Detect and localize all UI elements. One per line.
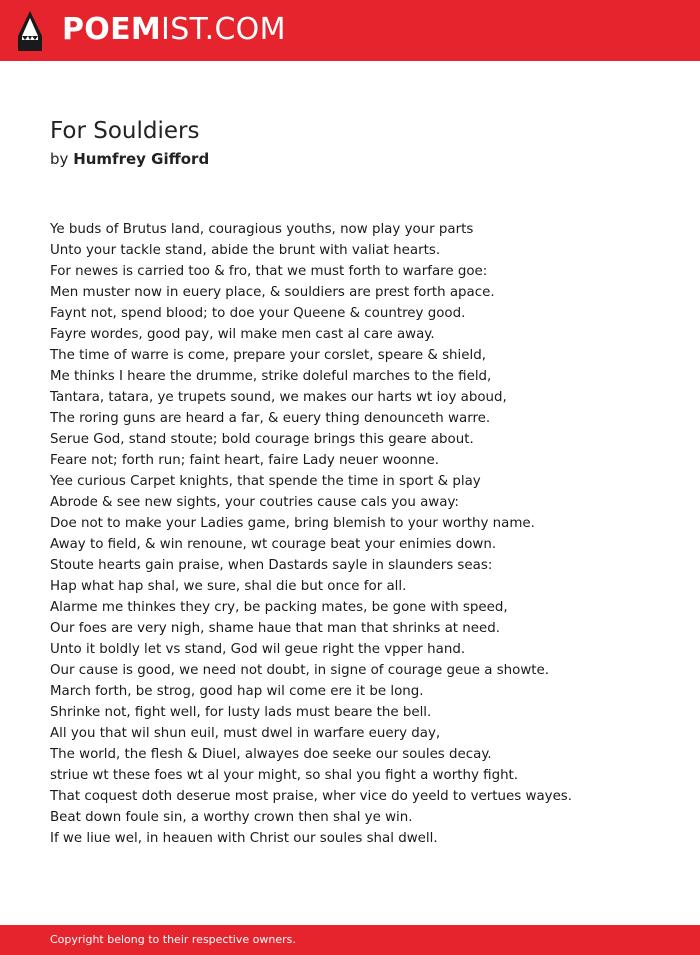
poem-line: striue wt these foes wt al your might, so shal you fight a worthy fight. xyxy=(50,768,519,783)
copyright-notice: Copyright belong to their respective owners. xyxy=(50,933,296,946)
poem-line: Stoute hearts gain praise, when Dastards sayle in slaunders seas: xyxy=(50,558,493,573)
poem-line: Hap what hap shal, we sure, shal die but once for all. xyxy=(50,579,407,594)
poem-line: For newes is carried too & fro, that we must forth to warfare goe: xyxy=(50,264,488,279)
brand-light: IST.COM xyxy=(161,12,286,47)
by-label: by xyxy=(50,150,69,168)
poem-line: Our cause is good, we need not doubt, in signe of courage geue a showte. xyxy=(50,663,550,678)
poem-line: Our foes are very nigh, shame haue that man that shrinks at need. xyxy=(50,621,501,636)
site-header xyxy=(0,0,700,61)
poem-author: Humfrey Gifford xyxy=(73,150,210,168)
poem-line: Men muster now in euery place, & souldiers are prest forth apace. xyxy=(50,285,495,300)
poem-line: Fayre wordes, good pay, wil make men cast al care away. xyxy=(50,327,435,342)
poem-line: Away to field, & win renoune, wt courage beat your enimies down. xyxy=(50,537,497,552)
poem-line: All you that wil shun euil, must dwel in warfare euery day, xyxy=(50,726,441,741)
brand-strong: POEM xyxy=(62,12,162,47)
poem-line: If we liue wel, in heauen with Christ our soules shal dwell. xyxy=(50,831,438,846)
poem-line: Shrinke not, fight well, for lusty lads must beare the bell. xyxy=(50,705,432,720)
poem-line: Doe not to make your Ladies game, bring blemish to your worthy name. xyxy=(50,516,535,531)
poem-line: Me thinks I heare the drumme, strike doleful marches to the field, xyxy=(50,369,492,384)
poem-line: March forth, be strog, good hap wil come ere it be long. xyxy=(50,684,424,699)
poem-line: Abrode & see new sights, your coutries cause cals you away: xyxy=(50,495,459,510)
poem-line: Feare not; forth run; faint heart, faire Lady neuer woonne. xyxy=(50,453,440,468)
poem-line: Alarme me thinkes they cry, be packing mates, be gone with speed, xyxy=(50,600,508,615)
pencil-tip-icon[interactable] xyxy=(17,10,43,52)
poem-line: The world, the flesh & Diuel, alwayes doe seeke our soules decay. xyxy=(50,747,492,762)
poem-line: Ye buds of Brutus land, couragious youths, now play your parts xyxy=(50,222,474,237)
poem-line: Unto it boldly let vs stand, God wil geue right the vpper hand. xyxy=(50,642,466,657)
poem-line: The roring guns are heard a far, & euery thing denounceth warre. xyxy=(50,411,491,426)
poem-byline xyxy=(50,149,209,169)
poem-line: Serue God, stand stoute; bold courage brings this geare about. xyxy=(50,432,474,447)
poem-line: Tantara, tatara, ye trupets sound, we makes our harts wt ioy aboud, xyxy=(50,390,507,405)
poem-line: Yee curious Carpet knights, that spende the time in sport & play xyxy=(50,474,481,489)
poem-line: Unto your tackle stand, abide the brunt with valiat hearts. xyxy=(50,243,441,258)
poem-title: For Souldiers xyxy=(50,118,200,144)
poem-line: Faynt not, spend blood; to doe your Queene & countrey good. xyxy=(50,306,466,321)
poem-line: That coquest doth deserue most praise, wher vice do yeeld to vertues wayes. xyxy=(50,789,573,804)
site-footer xyxy=(0,925,700,955)
poem-body xyxy=(50,219,572,849)
site-logo-text[interactable] xyxy=(62,13,286,47)
poem-line: Beat down foule sin, a worthy crown then shal ye win. xyxy=(50,810,413,825)
poem-line: The time of warre is come, prepare your corslet, speare & shield, xyxy=(50,348,486,363)
